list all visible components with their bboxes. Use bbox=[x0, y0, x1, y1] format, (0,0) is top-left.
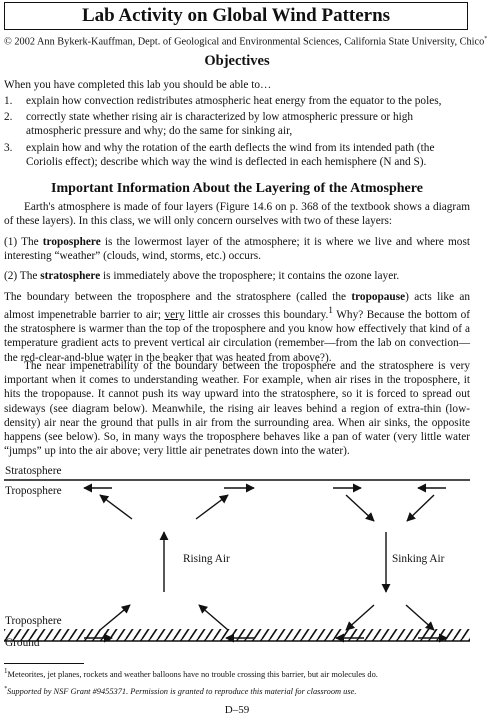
wind-arrow bbox=[196, 495, 228, 519]
objective-item bbox=[4, 110, 470, 138]
copyright-footnote-mark: * bbox=[484, 36, 487, 42]
wind-arrow bbox=[100, 605, 130, 630]
term-tropopause: tropopause bbox=[351, 291, 406, 303]
footnote-reference: 1 bbox=[328, 306, 333, 317]
definition-text: is immediately above the troposphere; it contains the ozone layer. bbox=[100, 270, 400, 282]
layering-heading: Important Information About the Layering of the Atmosphere bbox=[51, 181, 423, 196]
ground-hatching bbox=[4, 629, 470, 641]
objective-text: explain how convection redistributes atmospheric heat energy from the equator to the poles, bbox=[26, 95, 442, 107]
wind-arrow bbox=[199, 605, 228, 630]
objectives-intro: When you have completed this lab you should be able to… bbox=[4, 79, 272, 91]
paragraph-text: ) acts like an almost impenetrable barrier to air; bbox=[4, 291, 470, 321]
definition-prefix: (1) The bbox=[4, 236, 43, 248]
wind-arrow bbox=[346, 605, 374, 630]
objective-number: 2. bbox=[4, 111, 13, 124]
copyright-line bbox=[4, 36, 487, 48]
page-title: Lab Activity on Global Wind Patterns bbox=[4, 2, 468, 30]
troposphere-label-top: Troposphere bbox=[5, 485, 62, 497]
paragraph-text: Why? Because the bottom of the stratosphere is warmer than the top of the troposphere and you know how effectively that kind of a temperature gradient acts to prevent vertical air circulation (remember—from the lab on convection—the red-clear-and-blue water in the beaker that was heated from above?). bbox=[4, 308, 471, 364]
convection-diagram bbox=[0, 459, 474, 664]
term-troposphere: troposphere bbox=[42, 236, 101, 248]
copyright-text: © 2002 Ann Bykerk-Kauffman, Dept. of Geological and Environmental Sciences, California State University, Chico bbox=[4, 36, 485, 48]
footnote-2 bbox=[4, 686, 356, 696]
stratosphere-label: Stratosphere bbox=[5, 465, 62, 477]
wind-arrow bbox=[100, 495, 132, 519]
layering-intro: Earth's atmosphere is made of four layers (Figure 14.6 on p. 368 of the textbook shows a diagram of these layers). In this class, we will only concern ourselves with two of these layers: bbox=[4, 201, 470, 228]
underlined-word: very bbox=[164, 308, 185, 321]
footnote-mark: * bbox=[4, 686, 7, 692]
footnote-1 bbox=[4, 667, 378, 679]
objective-item bbox=[4, 141, 470, 169]
troposphere-label-bottom: Troposphere bbox=[5, 615, 62, 627]
objective-number: 1. bbox=[4, 95, 13, 107]
objective-text: explain how and why the rotation of the earth deflects the wind from its intended path (the Coriolis effect); describe which way the wind is deflected in each hemisphere (N and S). bbox=[26, 141, 435, 168]
ground-label: Ground bbox=[5, 637, 40, 649]
definition-text: is the lowermost layer of the atmosphere; it is where we live and where most interesting “weather” (clouds, wind, storms, etc.) occurs. bbox=[4, 236, 470, 263]
footnote-text: Meteorites, jet planes, rockets and weather balloons have no trouble crossing this barrier, but air molecules do. bbox=[7, 669, 378, 679]
paragraph-text: little air crosses this boundary. bbox=[184, 308, 329, 321]
paragraph-text: The boundary between the troposphere and the stratosphere (called the bbox=[4, 291, 352, 303]
wind-arrow bbox=[406, 605, 434, 630]
term-stratosphere: stratosphere bbox=[40, 270, 101, 282]
troposphere-definition bbox=[4, 235, 470, 263]
footnote-mark: 1 bbox=[4, 667, 8, 675]
objective-text: correctly state whether rising air is characterized by low atmospheric pressure or high atmospheric pressure and why; do the same for sinking air, bbox=[26, 111, 414, 138]
sinking-air-label: Sinking Air bbox=[392, 553, 445, 565]
tropopause-paragraph bbox=[4, 290, 470, 365]
footnote-text: Supported by NSF Grant #9455371. Permission is granted to reproduce this material for classroom use. bbox=[7, 686, 357, 696]
footnote-separator bbox=[4, 663, 84, 664]
definition-prefix: (2) The bbox=[4, 270, 41, 282]
wind-arrow bbox=[346, 495, 374, 521]
objective-item bbox=[4, 94, 470, 108]
impenetrability-paragraph: The near impenetrability of the boundary between the troposphere and the stratosphere is very important when it comes to understanding weather. For example, when air rises in the troposphere, it hits the tropopause. It cannot push its way upward into the stratosphere, so it is forced to spread out sideways (see diagram below). Meanwhile, the rising air leaves behind a region of extra-thin (low-density) air near the ground that pulls in air from the surrounding area. When air sinks, the opposite happens (see below). So, in many ways the troposphere behaves like a pan of water (very little water “jumps” up into the air above; very little air penetrates down into the water). bbox=[4, 360, 470, 458]
stratosphere-definition bbox=[4, 269, 470, 283]
wind-arrow bbox=[407, 495, 434, 521]
objectives-list bbox=[4, 94, 470, 171]
objectives-heading: Objectives bbox=[204, 53, 270, 69]
page-number: D–59 bbox=[224, 704, 250, 716]
objective-number: 3. bbox=[4, 141, 13, 154]
rising-air-label: Rising Air bbox=[183, 553, 230, 565]
